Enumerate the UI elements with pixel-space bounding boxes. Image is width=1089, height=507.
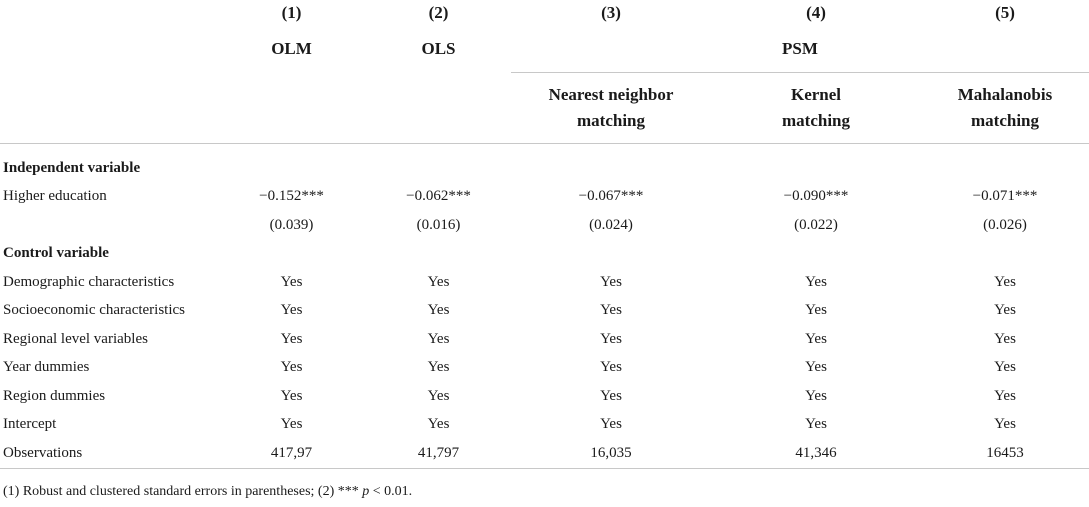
table-cell: Yes: [600, 330, 622, 347]
std-error-cell: (0.016): [416, 216, 461, 233]
table-cell: Yes: [994, 387, 1016, 404]
table-cell: Yes: [427, 387, 450, 404]
std-error-row: [0, 211, 1089, 240]
footnote-p-symbol: p: [362, 484, 370, 499]
row-label-empty: [0, 211, 217, 240]
method-psm: PSM: [511, 26, 1089, 73]
section-title-control: Control variable: [3, 245, 109, 262]
row-label: Year dummies: [3, 359, 90, 376]
table-cell: Yes: [994, 416, 1016, 433]
table-cell: Yes: [600, 273, 622, 290]
col-number-1: (1): [281, 3, 302, 22]
table-cell: Yes: [600, 359, 622, 376]
control-row: [0, 297, 1089, 326]
coefficient-cell: −0.090***: [783, 188, 849, 205]
submethod-line: matching: [577, 111, 645, 130]
table-cell: Yes: [994, 359, 1016, 376]
std-error-cell: (0.039): [269, 216, 314, 233]
header-blank: [217, 73, 366, 144]
coefficient-cell: −0.067***: [578, 188, 644, 205]
method-ols: OLS: [421, 39, 456, 59]
table-cell: Yes: [280, 330, 303, 347]
submethod-line: matching: [782, 111, 850, 130]
header-blank: [0, 73, 217, 144]
row-label: Regional level variables: [3, 330, 148, 347]
col-number-5: (5): [995, 3, 1015, 22]
observations-row: [0, 439, 1089, 468]
submethod-kernel: [711, 73, 921, 144]
table-cell: Yes: [280, 387, 303, 404]
table-cell: 41,346: [711, 439, 921, 468]
table-cell: Yes: [600, 416, 622, 433]
std-error-cell: (0.026): [983, 216, 1027, 233]
submethod-line: matching: [971, 111, 1039, 130]
footnote-suffix: < 0.01.: [369, 484, 413, 499]
table-cell: Yes: [994, 330, 1016, 347]
method-olm: OLM: [271, 39, 312, 59]
coefficient-cell: −0.152***: [259, 188, 324, 205]
table-cell: Yes: [280, 416, 303, 433]
psm-submethod-row: [0, 73, 1089, 144]
column-number-row: [0, 0, 1089, 26]
coefficient-cell: −0.071***: [972, 188, 1038, 205]
row-label: Higher education: [3, 188, 107, 205]
submethod-mahalanobis: [921, 73, 1089, 144]
table-body: [0, 144, 1089, 469]
coefficient-cell: −0.062***: [406, 188, 471, 205]
table-cell: Yes: [805, 416, 827, 433]
table-cell: Yes: [805, 359, 827, 376]
header-blank: [0, 26, 217, 73]
table-cell: Yes: [280, 273, 303, 290]
submethod-line: Nearest neighbor: [548, 85, 674, 104]
table-cell: 16453: [921, 439, 1089, 468]
std-error-cell: (0.024): [589, 216, 633, 233]
row-label: Region dummies: [3, 387, 106, 404]
section-title-independent: Independent variable: [3, 159, 141, 176]
row-label: Observations: [0, 439, 217, 468]
table-cell: Yes: [427, 359, 450, 376]
col-number-4: (4): [806, 3, 826, 22]
table-cell: Yes: [600, 302, 622, 319]
table-header: [0, 0, 1089, 144]
table-cell: Yes: [427, 302, 450, 319]
submethod-line: Mahalanobis: [957, 85, 1053, 104]
table-cell: Yes: [805, 273, 827, 290]
table-cell: Yes: [994, 302, 1016, 319]
table-cell: Yes: [805, 387, 827, 404]
row-label: Socioeconomic characteristics: [3, 302, 186, 319]
table-cell: Yes: [280, 302, 303, 319]
col-number-2: (2): [428, 3, 449, 22]
table-cell: 417,97: [217, 439, 366, 468]
submethod-line: Kernel: [790, 85, 842, 104]
table-cell: Yes: [994, 273, 1016, 290]
control-row: [0, 268, 1089, 297]
std-error-cell: (0.022): [794, 216, 838, 233]
section-row-independent: [0, 144, 1089, 183]
table-cell: Yes: [805, 330, 827, 347]
table-cell: 16,035: [511, 439, 711, 468]
control-row: [0, 382, 1089, 411]
row-label: Demographic characteristics: [3, 273, 175, 290]
table-cell: 41,797: [366, 439, 511, 468]
section-row-control: [0, 240, 1089, 269]
table-cell: Yes: [805, 302, 827, 319]
table-cell: Yes: [427, 273, 450, 290]
table-cell: Yes: [427, 416, 450, 433]
submethod-nearest-neighbor: [511, 73, 711, 144]
table-cell: Yes: [600, 387, 622, 404]
table-footnote: [3, 484, 412, 500]
row-label: Intercept: [3, 416, 57, 433]
header-blank: [366, 73, 511, 144]
control-row: [0, 325, 1089, 354]
table-cell: Yes: [427, 330, 450, 347]
control-row: [0, 411, 1089, 440]
table-cell: Yes: [280, 359, 303, 376]
coefficient-row: [0, 183, 1089, 212]
method-row: [0, 26, 1089, 73]
header-blank: [0, 0, 217, 26]
col-number-3: (3): [601, 3, 621, 22]
control-row: [0, 354, 1089, 383]
footnote-prefix: (1) Robust and clustered standard errors in parentheses; (2) ***: [3, 484, 363, 499]
